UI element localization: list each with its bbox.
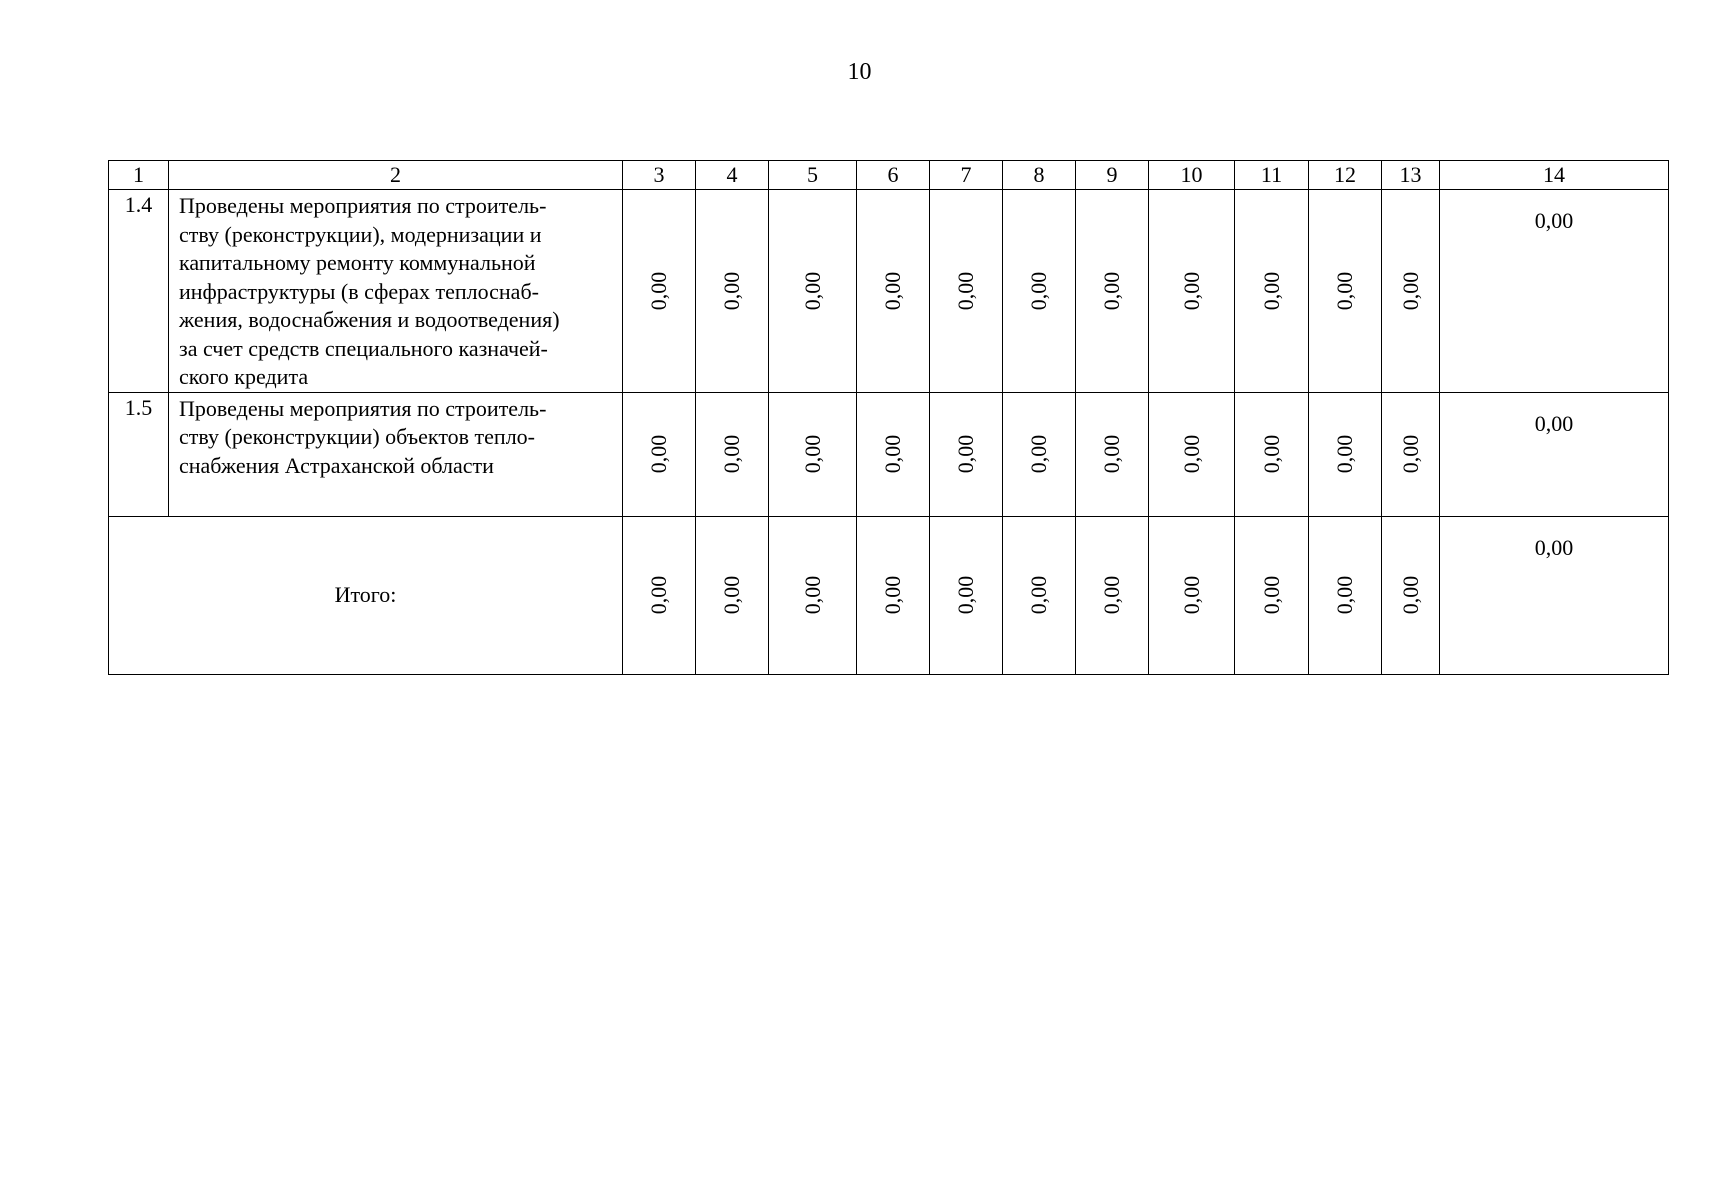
value-text: 0,00 (719, 575, 744, 615)
value-text: 0,00 (719, 271, 744, 310)
value-text: 0,00 (1332, 575, 1357, 615)
summary-label: Итого: (109, 516, 623, 674)
value-cell (1235, 392, 1309, 516)
value-text: 0,00 (1258, 434, 1284, 474)
value-cell (1309, 392, 1382, 516)
value-text: 0,00 (646, 575, 671, 615)
value-text: 0,00 (1026, 271, 1051, 310)
value-text: 0,00 (1397, 434, 1423, 474)
column-header: 6 (857, 161, 930, 190)
column-header: 4 (696, 161, 769, 190)
row-total (1440, 392, 1669, 516)
value-text: 0,00 (880, 575, 905, 615)
value-cell (1076, 516, 1149, 674)
summary-total-text: 0,00 (1534, 534, 1574, 560)
row-number: 1.5 (109, 392, 169, 516)
value-cell (1382, 190, 1440, 393)
row-total (1440, 190, 1669, 393)
value-cell (1382, 516, 1440, 674)
value-text: 0,00 (1397, 575, 1423, 615)
column-header: 12 (1309, 161, 1382, 190)
value-cell (623, 392, 696, 516)
column-header: 11 (1235, 161, 1309, 190)
value-text: 0,00 (1099, 575, 1124, 615)
value-cell (769, 516, 857, 674)
budget-table (108, 160, 1669, 675)
value-cell (1076, 392, 1149, 516)
value-text: 0,00 (953, 575, 978, 615)
value-text: 0,00 (953, 271, 978, 310)
value-cell (696, 516, 769, 674)
column-header: 7 (930, 161, 1003, 190)
value-cell (1003, 392, 1076, 516)
value-cell (623, 190, 696, 393)
value-cell (857, 516, 930, 674)
column-header: 5 (769, 161, 857, 190)
column-header: 8 (1003, 161, 1076, 190)
value-text: 0,00 (953, 434, 978, 474)
row-description: Проведены мероприятия по строитель- ству (реконструкции) объектов тепло- снабжения Астраханской области (169, 392, 623, 516)
value-cell (930, 392, 1003, 516)
value-text: 0,00 (1397, 271, 1423, 310)
value-text: 0,00 (799, 434, 825, 474)
value-text: 0,00 (1332, 434, 1357, 474)
value-text: 0,00 (1258, 575, 1284, 615)
row-total-text: 0,00 (1534, 410, 1574, 436)
value-text: 0,00 (719, 434, 744, 474)
page-number: 10 (847, 59, 872, 85)
row-description: Проведены мероприятия по строитель- ству (реконструкции), модернизации и капитальному ремонту коммунальной инфраструктуры (в сферах теплоснаб- жения, водоснабжения и водоотведения) за счет средств специального казначей- ского кредита (169, 190, 623, 393)
value-cell (1149, 516, 1235, 674)
value-text: 0,00 (1026, 434, 1051, 474)
value-cell (1003, 190, 1076, 393)
value-text: 0,00 (646, 271, 671, 310)
row-number: 1.4 (109, 190, 169, 393)
value-text: 0,00 (1258, 271, 1284, 310)
value-cell (696, 190, 769, 393)
column-header: 3 (623, 161, 696, 190)
value-cell (930, 516, 1003, 674)
table-header-row (109, 161, 1669, 190)
column-header: 13 (1382, 161, 1440, 190)
summary-row (109, 516, 1669, 674)
value-cell (1003, 516, 1076, 674)
value-cell (623, 516, 696, 674)
column-header: 2 (169, 161, 623, 190)
value-cell (857, 392, 930, 516)
value-cell (1076, 190, 1149, 393)
column-header: 10 (1149, 161, 1235, 190)
value-text: 0,00 (799, 575, 825, 615)
column-header: 14 (1440, 161, 1669, 190)
column-header: 1 (109, 161, 169, 190)
value-text: 0,00 (1178, 271, 1204, 310)
value-text: 0,00 (1099, 271, 1124, 310)
value-cell (1149, 190, 1235, 393)
summary-total (1440, 516, 1669, 674)
value-cell (1235, 190, 1309, 393)
table-row (109, 392, 1669, 516)
value-text: 0,00 (799, 271, 825, 310)
value-cell (1235, 516, 1309, 674)
value-cell (930, 190, 1003, 393)
value-cell (1309, 516, 1382, 674)
row-total-text: 0,00 (1534, 208, 1574, 233)
value-text: 0,00 (880, 434, 905, 474)
value-text: 0,00 (646, 434, 671, 474)
value-text: 0,00 (880, 271, 905, 310)
value-text: 0,00 (1099, 434, 1124, 474)
value-cell (1149, 392, 1235, 516)
value-cell (857, 190, 930, 393)
column-header: 9 (1076, 161, 1149, 190)
value-text: 0,00 (1178, 575, 1204, 615)
value-text: 0,00 (1178, 434, 1204, 474)
value-cell (769, 190, 857, 393)
value-cell (769, 392, 857, 516)
table-row (109, 190, 1669, 393)
value-cell (696, 392, 769, 516)
value-text: 0,00 (1332, 271, 1357, 310)
value-cell (1382, 392, 1440, 516)
value-cell (1309, 190, 1382, 393)
value-text: 0,00 (1026, 575, 1051, 615)
